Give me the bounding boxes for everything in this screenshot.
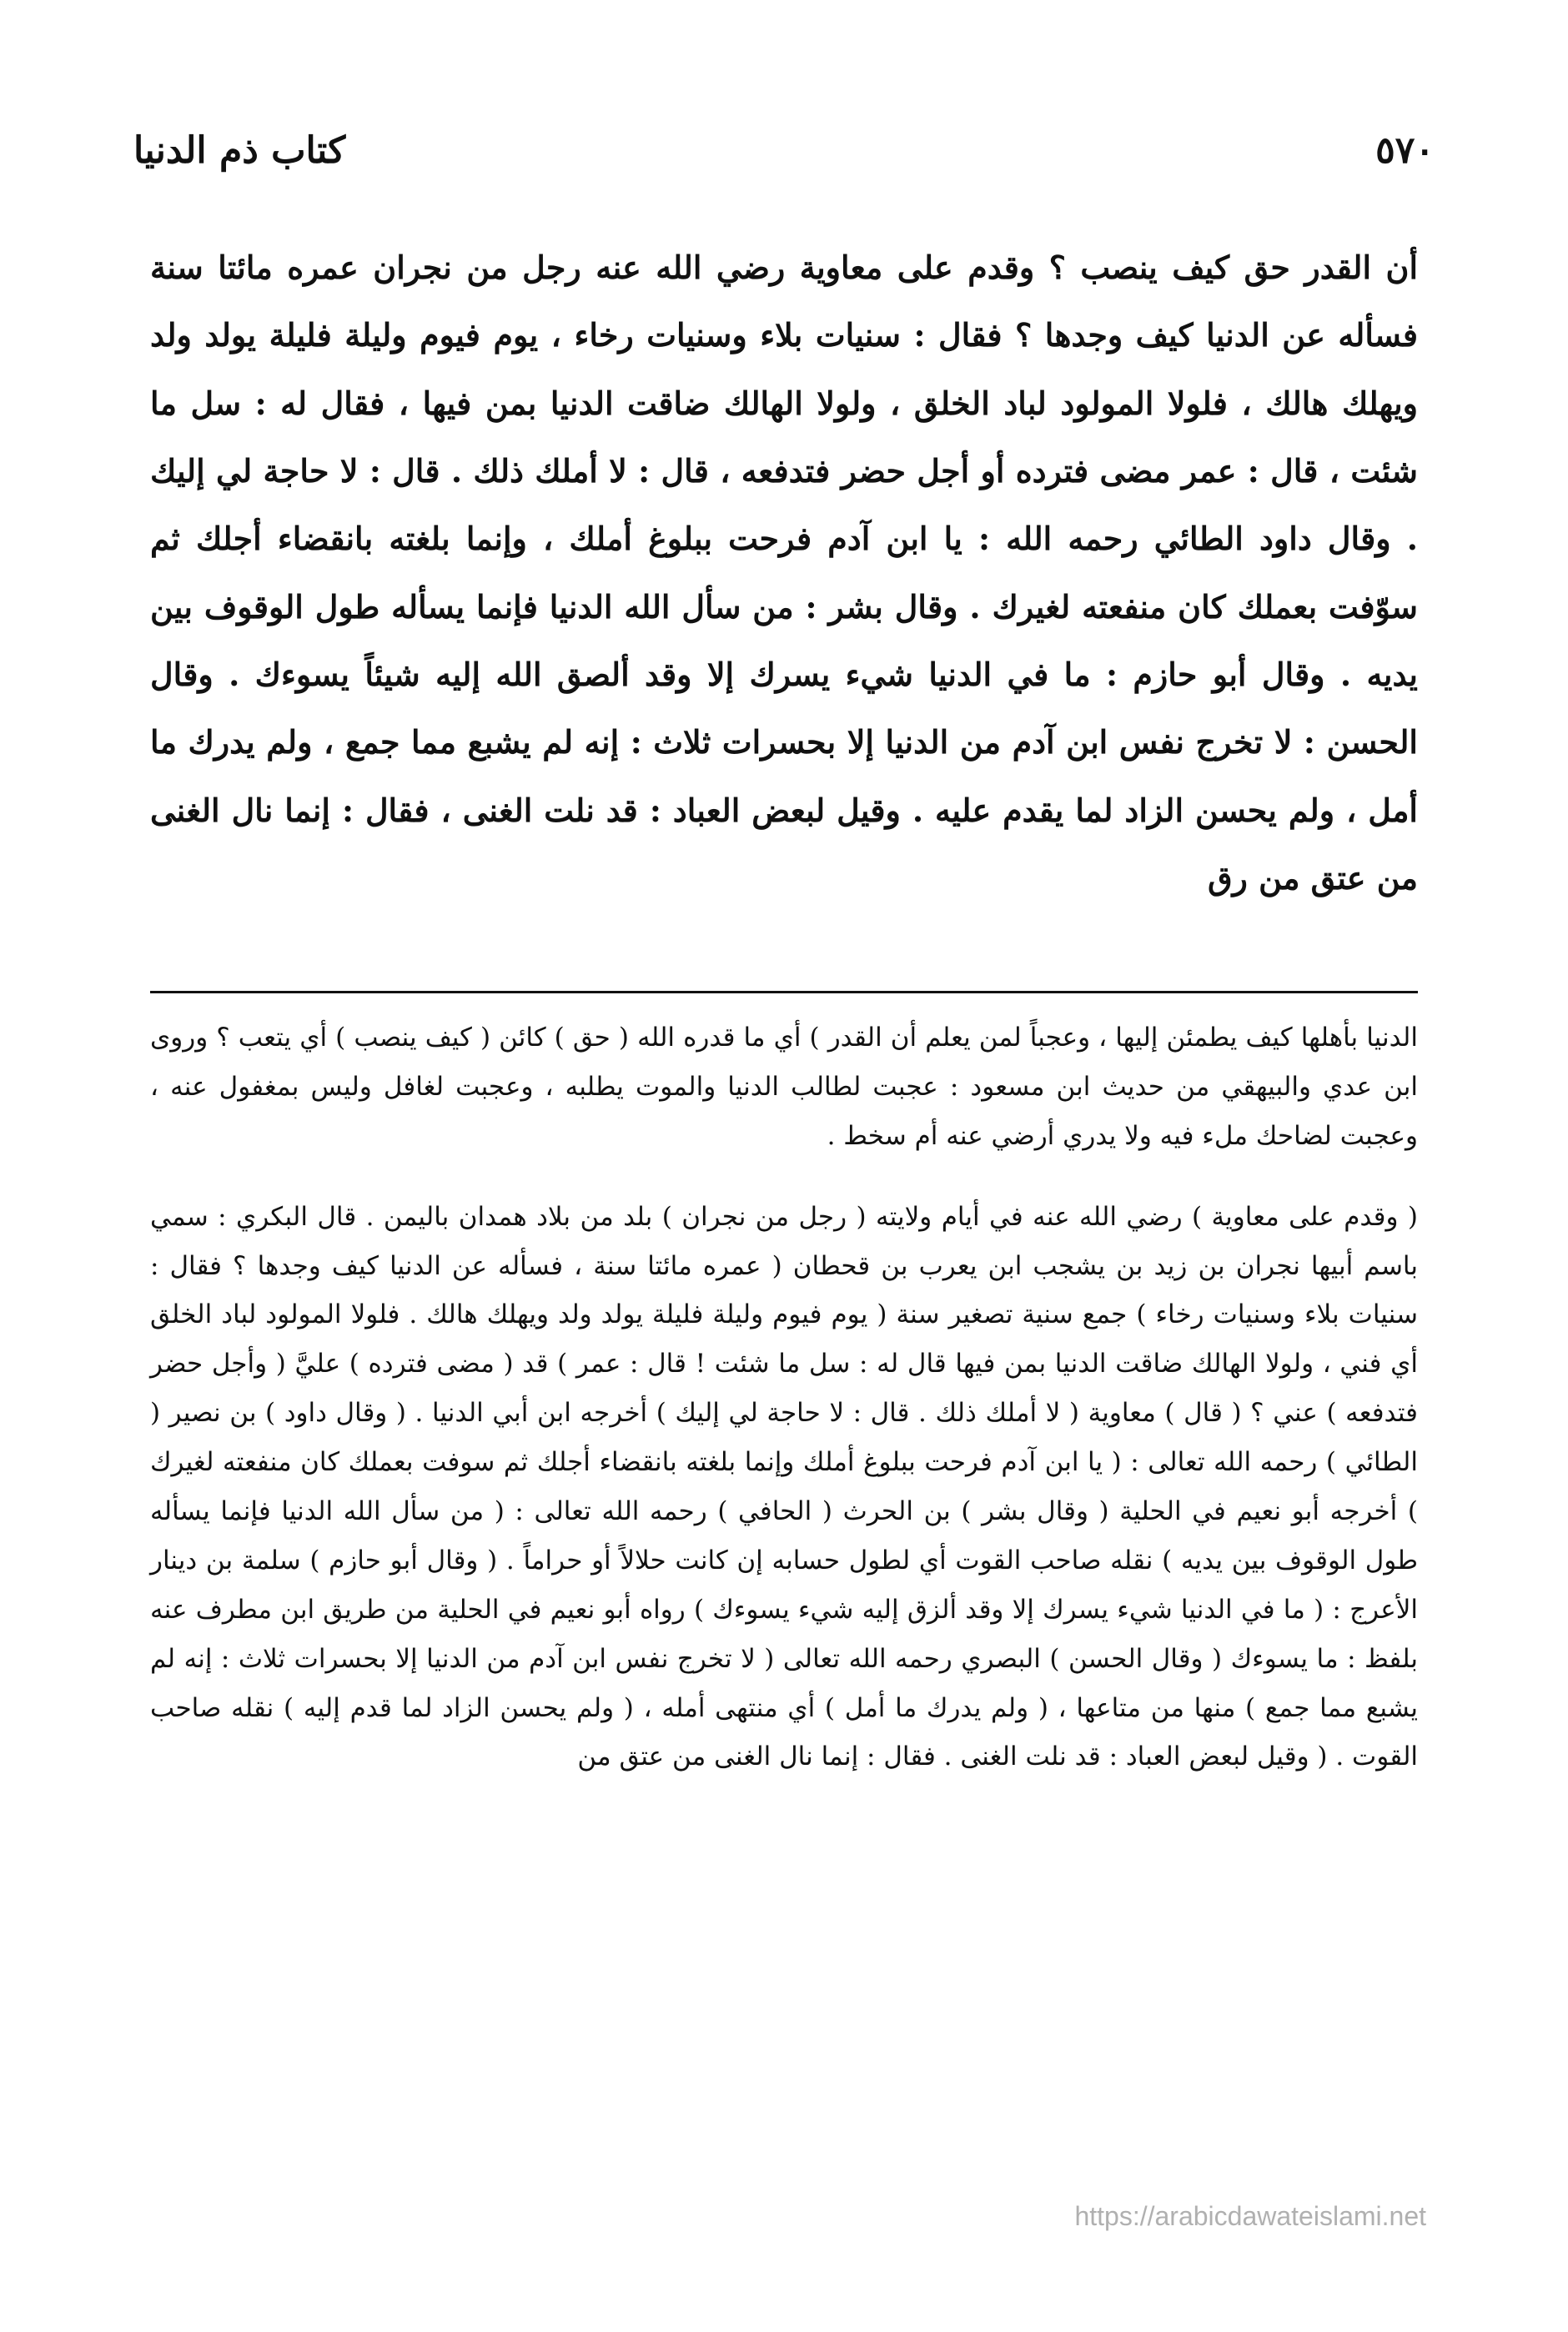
- commentary-block: [150, 1013, 1418, 1782]
- commentary-paragraph-2: ( وقدم على معاوية ) رضي الله عنه في أيام ولايته ( رجل من نجران ) بلد من بلاد همدان باليمن . قال البكري : سمي باسم أبيها نجران بن زيد بن يشجب ابن يعرب بن قحطان ( عمره مائتا سنة ، فسأله عن الدنيا كيف وجدها ؟ فقال : سنيات بلاء وسنيات رخاء ) جمع سنية تصغير سنة ( يوم فيوم وليلة فليلة يولد ولد ويهلك هالك . فلولا المولود لباد الخلق أي فني ، ولولا الهالك ضاقت الدنيا بمن فيها قال له : سل ما شئت ! قال : عمر ) قد ( مضى فترده ) عليَّ ( وأجل حضر فتدفعه ) عني ؟ ( قال ) معاوية ( لا أملك ذلك . قال : لا حاجة لي إليك ) أخرجه ابن أبي الدنيا . ( وقال داود ) بن نصير ( الطائي ) رحمه الله تعالى : ( يا ابن آدم فرحت ببلوغ أملك وإنما بلغته بانقضاء أجلك ثم سوفت بعملك كان منفعته لغيرك ) أخرجه أبو نعيم في الحلية ( وقال بشر ) بن الحرث ( الحافي ) رحمه الله تعالى : ( من سأل الله الدنيا فإنما يسأله طول الوقوف بين يديه ) نقله صاحب القوت أي لطول حسابه إن كانت حلالاً أو حراماً . ( وقال أبو حازم ) سلمة بن دينار الأعرج : ( ما في الدنيا شيء يسرك إلا وقد ألزق إليه شيء يسوءك ) رواه أبو نعيم في الحلية من طريق ابن مطرف عنه بلفظ : ما يسوءك ( وقال الحسن ) البصري رحمه الله تعالى ( لا تخرج نفس ابن آدم من الدنيا إلا بحسرات ثلاث : إنه لم يشبع مما جمع ) منها من متاعها ، ( ولم يدرك ما أمل ) أي منتهى أمله ، ( ولم يحسن الزاد لما قدم إليه ) نقله صاحب القوت . ( وقيل لبعض العباد : قد نلت الغنى . فقال : إنما نال الغنى من عتق من: [150, 1201, 1418, 1772]
- main-paragraph: أن القدر حق كيف ينصب ؟ وقدم على معاوية رضي الله عنه رجل من نجران عمره مائتا سنة فسأله عن الدنيا كيف وجدها ؟ فقال : سنيات بلاء وسنيات رخاء ، يوم فيوم وليلة فليلة يولد ولد ويهلك هالك ، فلولا المولود لباد الخلق ، ولولا الهالك ضاقت الدنيا بمن فيها ، فقال له : سل ما شئت ، قال : عمر مضى فترده أو أجل حضر فتدفعه ، قال : لا أملك ذلك . قال : لا حاجة لي إليك . وقال داود الطائي رحمه الله : يا ابن آدم فرحت ببلوغ أملك ، وإنما بلغته بانقضاء أجلك ثم سوّفت بعملك كان منفعته لغيرك . وقال بشر : من سأل الله الدنيا فإنما يسأله طول الوقوف بين يديه . وقال أبو حازم : ما في الدنيا شيء يسرك إلا وقد ألصق الله إليه شيئاً يسوءك . وقال الحسن : لا تخرج نفس ابن آدم من الدنيا إلا بحسرات ثلاث : إنه لم يشبع مما جمع ، ولم يدرك ما أمل ، ولم يحسن الزاد لما يقدم عليه . وقيل لبعض العباد : قد نلت الغنى ، فقال : إنما نال الغنى من عتق من رق: [150, 249, 1418, 897]
- footnote-divider: [150, 991, 1418, 993]
- page-header: [133, 117, 1435, 183]
- watermark-url: https://arabicdawateislami.net: [1074, 2201, 1426, 2231]
- commentary-paragraph-1: الدنيا بأهلها كيف يطمئن إليها ، وعجباً لمن يعلم أن القدر ) أي ما قدره الله ( حق ) كائن ( كيف ينصب ) أي يتعب ؟ وروى ابن عدي والبيهقي من حديث ابن مسعود : عجبت لطالب الدنيا والموت يطلبه ، وعجبت لغافل وليس بمغفول عنه ، وعجبت لضاحك ملء فيه ولا يدري أرضي عنه أم سخط .: [150, 1023, 1418, 1151]
- running-title: كتاب ذم الدنيا: [133, 128, 346, 172]
- main-text-block: [150, 234, 1418, 912]
- page-number: ٥٧٠: [1375, 128, 1435, 172]
